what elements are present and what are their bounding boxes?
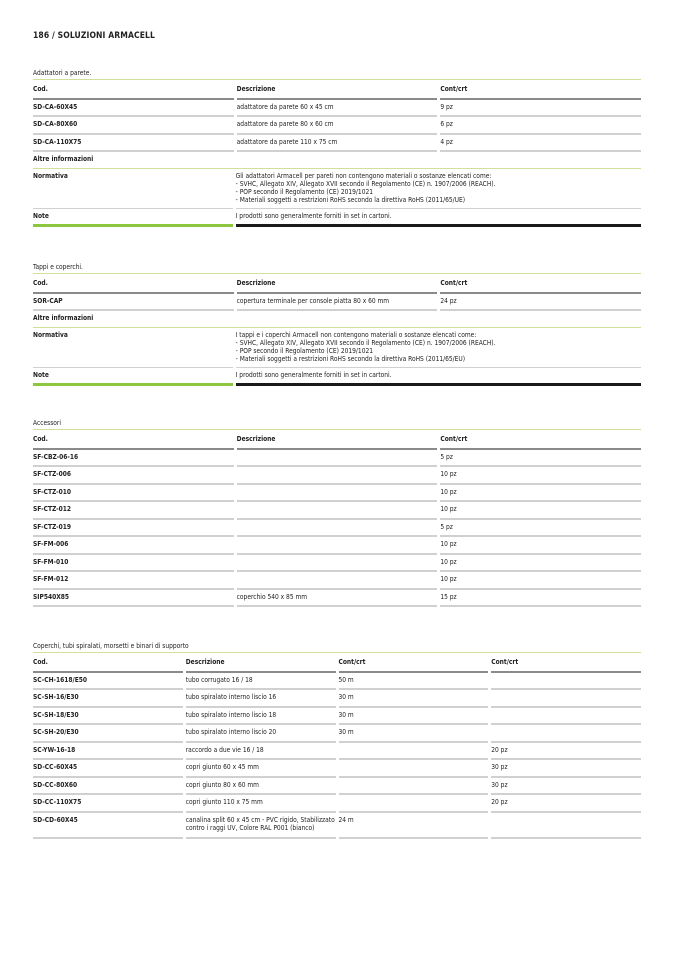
- normativa-line: - SVHC, Allegato XIV, Allegato XVII secondo il Regolamento (CE) n. 1907/2006 (REACH).: [235, 179, 496, 188]
- column-header: Cod.: [33, 432, 234, 450]
- product-code: SF-CBZ-06-16: [33, 450, 234, 468]
- normativa-text: [236, 169, 641, 209]
- page-header: 186 / SOLUZIONI ARMACELL: [33, 31, 155, 41]
- table-header: [33, 276, 641, 294]
- normativa-line: - Materiali soggetti a restrizioni RoHS secondo la direttiva RoHS (2011/65/EU): [235, 354, 466, 363]
- product-code: SF-FM-006: [33, 537, 234, 555]
- table-cell: coperchio 540 x 85 mm: [237, 590, 438, 608]
- product-code: SF-FM-010: [33, 555, 234, 573]
- table-cell: tubo corrugato 16 / 18: [186, 673, 336, 691]
- note-row: [33, 368, 641, 387]
- column-header: Descrizione: [237, 276, 438, 294]
- note-label: Note: [33, 209, 233, 228]
- table-cell: [491, 813, 641, 839]
- table-cell: [237, 555, 438, 573]
- column-header: Cod.: [33, 82, 234, 100]
- table-cell: 10 pz: [440, 502, 641, 520]
- product-code: SD-CA-80X60: [33, 117, 234, 135]
- note-text: I prodotti sono generalmente forniti in set in cartoni.: [236, 209, 641, 228]
- table-cell: [237, 450, 438, 468]
- table-row: [33, 760, 641, 778]
- other-info-heading: Altre informazioni: [33, 311, 641, 328]
- product-code: SD-CC-80X60: [33, 778, 183, 796]
- section-title: Adattatori a parete.: [33, 68, 641, 80]
- product-code: SOR-CAP: [33, 294, 234, 312]
- table-cell: [237, 537, 438, 555]
- product-code: SF-CTZ-019: [33, 520, 234, 538]
- table-cell: 20 pz: [491, 795, 641, 813]
- column-header: Cod.: [33, 276, 234, 294]
- note-row: [33, 209, 641, 228]
- table-cell: [237, 502, 438, 520]
- product-code: SC-YW-16-18: [33, 743, 183, 761]
- table-cell: 4 pz: [440, 135, 641, 153]
- normativa-line: - SVHC, Allegato XIV, Allegato XVII secondo il Regolamento (CE) n. 1907/2006 (REACH).: [235, 338, 496, 347]
- table-row: [33, 572, 641, 590]
- table-cell: adattatore da parete 60 x 45 cm: [237, 100, 438, 118]
- table-header: [33, 655, 641, 673]
- normativa-row: [33, 169, 641, 209]
- table-row: [33, 795, 641, 813]
- table-row: [33, 294, 641, 312]
- table-row: [33, 117, 641, 135]
- other-info-heading: Altre informazioni: [33, 152, 641, 169]
- table-cell: [237, 572, 438, 590]
- normativa-row: [33, 328, 641, 368]
- normativa-line: - POP secondo il Regolamento (CE) 2019/1021: [235, 187, 374, 196]
- table-cell: [237, 485, 438, 503]
- table-header: [33, 432, 641, 450]
- table-cell: [491, 708, 641, 726]
- table-row: [33, 813, 641, 839]
- product-code: SD-CA-110X75: [33, 135, 234, 153]
- table-cell: 24 pz: [440, 294, 641, 312]
- table-cell: [237, 520, 438, 538]
- normativa-label: Normativa: [33, 328, 233, 368]
- table-row: [33, 690, 641, 708]
- product-code: SF-CTZ-010: [33, 485, 234, 503]
- table-cell: [237, 467, 438, 485]
- table-row: [33, 450, 641, 468]
- column-header: Descrizione: [237, 82, 438, 100]
- section-title: Coperchi, tubi spiralati, morsetti e binari di supporto: [33, 641, 641, 653]
- section-caps-covers: [33, 262, 641, 386]
- product-code: SIP540X85: [33, 590, 234, 608]
- table-cell: [491, 690, 641, 708]
- column-header: Cont/crt: [339, 655, 489, 673]
- normativa-line: - Materiali soggetti a restrizioni RoHS secondo la direttiva RoHS (2011/65/UE): [235, 195, 466, 204]
- table-row: [33, 135, 641, 153]
- table-row: [33, 502, 641, 520]
- table-cell: 10 pz: [440, 555, 641, 573]
- table-row: [33, 708, 641, 726]
- normativa-label: Normativa: [33, 169, 233, 209]
- table-cell: 20 pz: [491, 743, 641, 761]
- table-cell: [339, 743, 489, 761]
- section-title: Accessori: [33, 418, 641, 430]
- table-row: [33, 590, 641, 608]
- table-cell: tubo spiralato interno liscio 20: [186, 725, 336, 743]
- table-cell: tubo spiralato interno liscio 16: [186, 690, 336, 708]
- table-cell: 30 m: [339, 690, 489, 708]
- table-cell: canalina split 60 x 45 cm - PVC rigido, Stabilizzato contro i raggi UV, Colore RAL P001 (bianco): [186, 813, 336, 839]
- table-cell: tubo spiralato interno liscio 18: [186, 708, 336, 726]
- table-cell: raccordo a due vie 16 / 18: [186, 743, 336, 761]
- product-code: SF-FM-012: [33, 572, 234, 590]
- table-cell: 30 pz: [491, 778, 641, 796]
- table-row: [33, 520, 641, 538]
- column-header: Descrizione: [237, 432, 438, 450]
- section-wall-adapters: [33, 68, 641, 227]
- table-cell: 6 pz: [440, 117, 641, 135]
- column-header: Cod.: [33, 655, 183, 673]
- table-cell: 24 m: [339, 813, 489, 839]
- table-cell: [339, 795, 489, 813]
- table-cell: [491, 725, 641, 743]
- section-title: Tappi e coperchi.: [33, 262, 641, 274]
- column-header: Descrizione: [186, 655, 336, 673]
- table-row: [33, 778, 641, 796]
- table-cell: 15 pz: [440, 590, 641, 608]
- section-covers-tubes: [33, 641, 641, 839]
- table-cell: 50 m: [339, 673, 489, 691]
- table-cell: 10 pz: [440, 467, 641, 485]
- table-cell: [339, 760, 489, 778]
- table-cell: adattatore da parete 80 x 60 cm: [237, 117, 438, 135]
- product-code: SC-SH-18/E30: [33, 708, 183, 726]
- table-row: [33, 725, 641, 743]
- normativa-text: [236, 328, 641, 368]
- table-cell: [491, 673, 641, 691]
- table-cell: adattatore da parete 110 x 75 cm: [237, 135, 438, 153]
- note-label: Note: [33, 368, 233, 387]
- column-header: Cont/crt: [440, 432, 641, 450]
- product-code: SD-CC-60X45: [33, 760, 183, 778]
- normativa-line: I tappi e i coperchi Armacell non contengono materiali o sostanze elencati come:: [235, 330, 477, 339]
- table-cell: copertura terminale per console piatta 80 x 60 mm: [237, 294, 438, 312]
- table-row: [33, 673, 641, 691]
- table-row: [33, 537, 641, 555]
- product-code: SD-CC-110X75: [33, 795, 183, 813]
- table-cell: 30 m: [339, 708, 489, 726]
- product-code: SC-SH-20/E30: [33, 725, 183, 743]
- table-cell: 30 pz: [491, 760, 641, 778]
- table-cell: [339, 778, 489, 796]
- product-code: SC-CH-1618/E50: [33, 673, 183, 691]
- table-row: [33, 467, 641, 485]
- table-cell: 10 pz: [440, 485, 641, 503]
- table-cell: 30 m: [339, 725, 489, 743]
- table-cell: 5 pz: [440, 520, 641, 538]
- note-text: I prodotti sono generalmente forniti in set in cartoni.: [236, 368, 641, 387]
- table-cell: 5 pz: [440, 450, 641, 468]
- table-cell: 10 pz: [440, 572, 641, 590]
- table-cell: 10 pz: [440, 537, 641, 555]
- product-code: SC-SH-16/E30: [33, 690, 183, 708]
- column-header: Cont/crt: [440, 82, 641, 100]
- table-header: [33, 82, 641, 100]
- column-header: Cont/crt: [440, 276, 641, 294]
- product-code: SF-CTZ-006: [33, 467, 234, 485]
- table-row: [33, 100, 641, 118]
- product-code: SF-CTZ-012: [33, 502, 234, 520]
- table-cell: copri giunto 60 x 45 mm: [186, 760, 336, 778]
- table-cell: copri giunto 110 x 75 mm: [186, 795, 336, 813]
- table-cell: 9 pz: [440, 100, 641, 118]
- table-row: [33, 485, 641, 503]
- table-cell: copri giunto 80 x 60 mm: [186, 778, 336, 796]
- normativa-line: - POP secondo il Regolamento (CE) 2019/1021: [235, 346, 374, 355]
- table-row: [33, 555, 641, 573]
- section-accessories: [33, 418, 641, 607]
- column-header: Cont/crt: [491, 655, 641, 673]
- normativa-line: Gli adattatori Armacell per pareti non contengono materiali o sostanze elencati come:: [235, 171, 492, 180]
- product-code: SD-CD-60X45: [33, 813, 183, 839]
- table-row: [33, 743, 641, 761]
- product-code: SD-CA-60X45: [33, 100, 234, 118]
